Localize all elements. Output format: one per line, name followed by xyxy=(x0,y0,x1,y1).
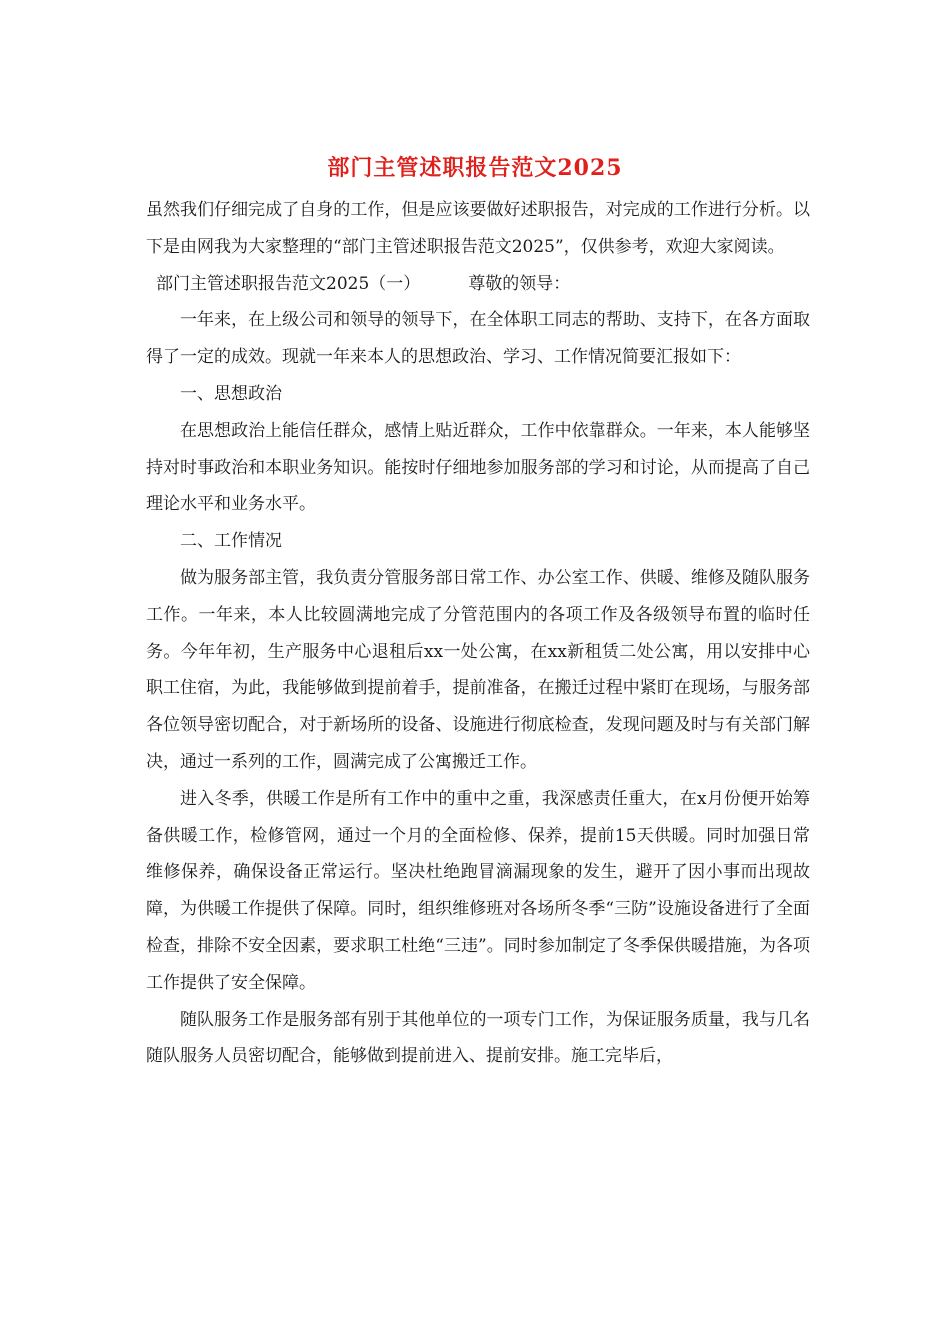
section-subheading xyxy=(146,266,810,303)
body-paragraph: 在思想政治上能信任群众，感情上贴近群众，工作中依靠群众。一年来，本人能够坚持对时事政治和本职业务知识。能按时仔细地参加服务部的学习和讨论，从而提高了自己理论水平和业务水平。 xyxy=(146,420,810,515)
body-paragraph: 进入冬季，供暖工作是所有工作中的重中之重，我深感责任重大，在x月份便开始筹备供暖工作，检修管网，通过一个月的全面检修、保养，提前15天供暖。同时加强日常维修保养，确保设备正常运行。坚决杜绝跑冒滴漏现象的发生，避开了因小事而出现故障，为供暖工作提供了保障。同时，组织维修班对各场所冬季“三防”设施设备进行了全面检查，排除不安全因素，要求职工杜绝“三违”。同时参加制定了冬季保供暖措施，为各项工作提供了安全保障。 xyxy=(146,788,810,993)
salutation: 尊敬的领导： xyxy=(468,273,571,294)
section-heading-work: 二、工作情况 xyxy=(180,531,282,552)
body-paragraph: 随队服务工作是服务部有别于其他单位的一项专门工作，为保证服务质量，我与几名随队服务人员密切配合，能够做到提前进入、提前安排。施工完毕后， xyxy=(146,1009,810,1067)
document-body xyxy=(146,192,810,1075)
body-paragraph: 做为服务部主管，我负责分管服务部日常工作、办公室工作、供暖、维修及随队服务工作。一年来，本人比较圆满地完成了分管范围内的各项工作及各级领导布置的临时任务。今年年初，生产服务中心退租后xx一处公寓，在xx新租赁二处公寓，用以安排中心职工住宿，为此，我能够做到提前着手，提前准备，在搬迁过程中紧盯在现场，与服务部各位领导密切配合，对于新场所的设备、设施进行彻底检查，发现问题及时与有关部门解决，通过一系列的工作，圆满完成了公寓搬迁工作。 xyxy=(146,567,810,772)
part-title: 部门主管述职报告范文2025（一） xyxy=(156,273,421,294)
body-paragraph: 一年来，在上级公司和领导的领导下，在全体职工同志的帮助、支持下，在各方面取得了一定的成效。现就一年来本人的思想政治、学习、工作情况简要汇报如下： xyxy=(146,310,810,368)
section-heading-politics: 一、思想政治 xyxy=(180,383,282,404)
intro-paragraph: 虽然我们仔细完成了自身的工作，但是应该要做好述职报告，对完成的工作进行分析。以下是由网我为大家整理的“部门主管述职报告范文2025”，仅供参考，欢迎大家阅读。 xyxy=(146,200,810,257)
document-title: 部门主管述职报告范文2025 xyxy=(327,155,623,181)
